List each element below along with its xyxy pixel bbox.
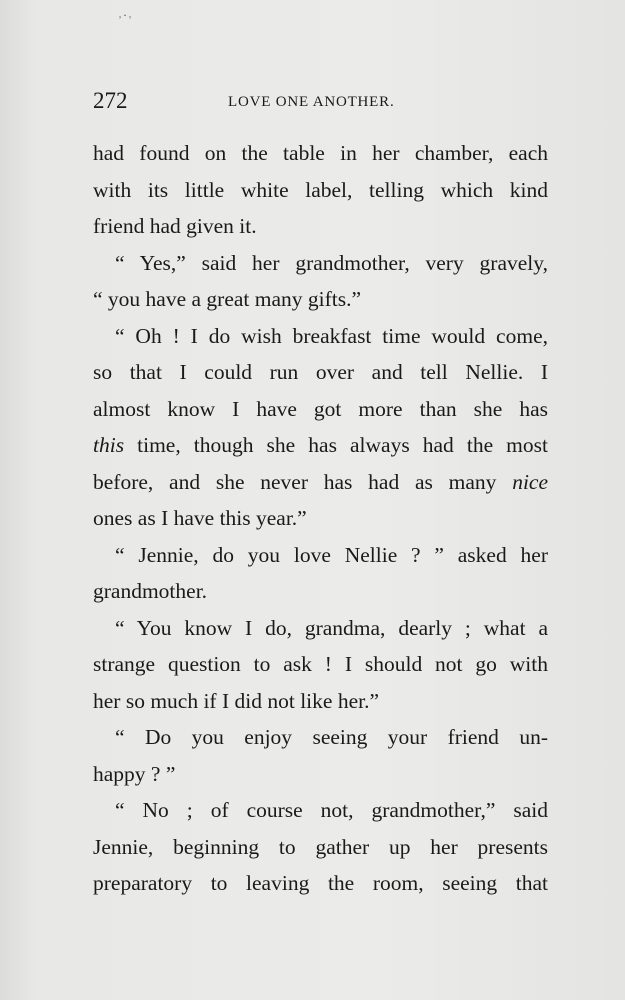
text-line [93, 208, 548, 245]
text-segment: before, and she never has had as many [93, 469, 513, 494]
text-line [93, 500, 548, 537]
text-line [93, 245, 548, 282]
text-segment: her so much if I did not like her.” [93, 688, 379, 713]
text-line [93, 756, 548, 793]
text-line [93, 719, 548, 756]
text-segment: “ Oh ! I do wish breakfast time would come, [115, 323, 548, 348]
text-line [93, 683, 548, 720]
text-line [93, 318, 548, 355]
text-line [93, 829, 548, 866]
text-segment: “ No ; of course not, grandmother,” said [115, 798, 548, 822]
text-line [93, 391, 548, 428]
text-line [93, 464, 548, 501]
text-segment: “ Yes,” said her grandmother, very gravely, [115, 250, 548, 275]
text-line [93, 573, 548, 610]
text-line [93, 646, 548, 683]
text-line [93, 354, 548, 391]
page-header [93, 86, 548, 116]
text-segment: “ You know I do, grandma, dearly ; what a [115, 615, 548, 640]
running-title: LOVE ONE ANOTHER. [228, 94, 395, 110]
italic-word: this [93, 433, 125, 457]
text-line [93, 135, 548, 172]
text-segment: grandmother. [93, 579, 208, 603]
text-segment: “ Do you enjoy seeing your friend un- [115, 725, 548, 749]
text-segment: “ you have a great many gifts.” [93, 287, 362, 311]
body-text [93, 135, 548, 902]
text-line [93, 427, 548, 464]
text-line [93, 792, 548, 829]
text-segment: time, though she has always had the most [124, 433, 548, 457]
text-segment: preparatory to leaving the room, seeing that [93, 871, 548, 895]
text-line [93, 172, 548, 209]
text-segment: had found on the table in her chamber, each [93, 141, 548, 165]
text-segment: strange question to ask ! I should not go with [93, 652, 548, 676]
page-number: 272 [93, 88, 128, 113]
italic-word: nice [512, 469, 548, 494]
text-segment: happy ? ” [93, 761, 176, 786]
text-segment: almost know I have got more than she has [93, 396, 548, 421]
ink-specks: ˒·˒ [118, 8, 133, 22]
text-line [93, 610, 548, 647]
text-line [93, 281, 548, 318]
text-segment: ones as I have this year.” [93, 506, 307, 530]
text-line [93, 537, 548, 574]
text-line [93, 865, 548, 902]
text-segment: Jennie, beginning to gather up her presents [93, 834, 548, 859]
text-segment: so that I could run over and tell Nellie. I [93, 360, 548, 384]
text-segment: with its little white label, telling which kind [93, 177, 548, 202]
text-segment: friend had given it. [93, 214, 257, 238]
text-segment: “ Jennie, do you love Nellie ? ” asked her [115, 542, 548, 567]
